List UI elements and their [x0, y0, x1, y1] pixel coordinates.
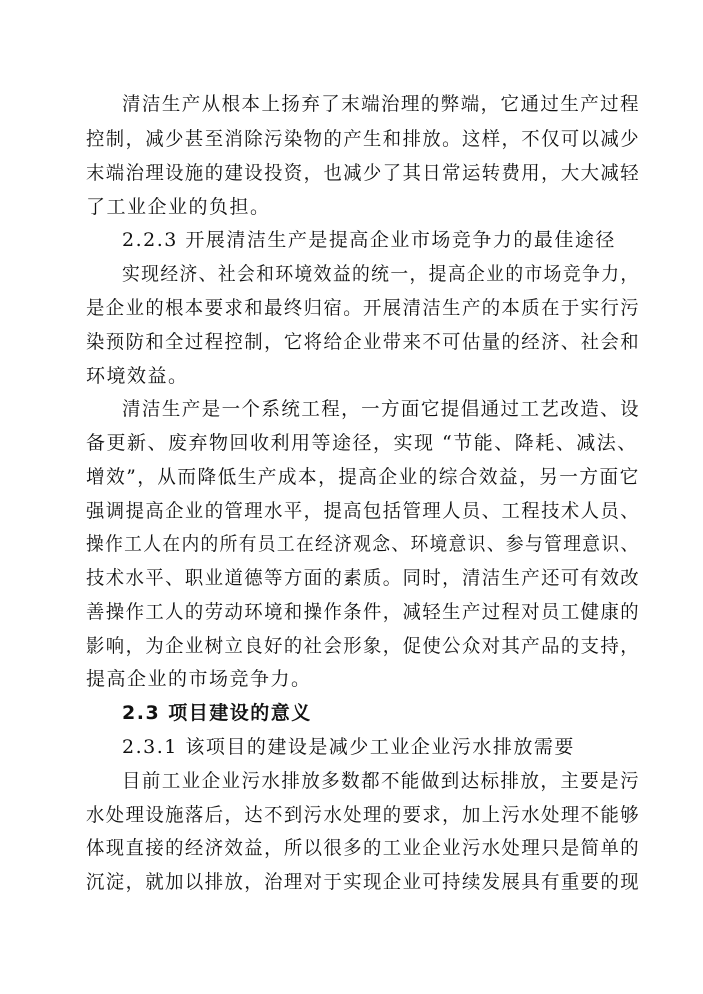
- paragraph-line: 影响，为企业树立良好的社会形象，促使公众对其产品的支持，: [86, 635, 641, 657]
- paragraph-line: 善操作工人的劳动环境和操作条件，减轻生产过程对员工健康的: [86, 601, 641, 623]
- section-heading-bold: 2.3 项目建设的意义: [122, 702, 312, 724]
- paragraph-line: 末端治理设施的建设投资，也减少了其日常运转费用，大大减轻: [86, 162, 641, 184]
- paragraph-line: 强调提高企业的管理水平，提高包括管理人员、工程技术人员、: [86, 500, 641, 522]
- paragraph-line: 备更新、废弃物回收利用等途径，实现 “节能、降耗、减法、: [86, 432, 638, 454]
- section-heading: 2.2.3 开展清洁生产是提高企业市场竞争力的最佳途径: [122, 229, 616, 251]
- paragraph-line: 增效”，从而降低生产成本，提高企业的综合效益，另一方面它: [86, 466, 640, 488]
- paragraph-line: 操作工人在内的所有员工在经济观念、环境意识、参与管理意识、: [86, 533, 640, 555]
- paragraph-line: 水处理设施落后，达不到污水处理的要求，加上污水处理不能够: [86, 804, 641, 826]
- paragraph-line: 提高企业的市场竞争力。: [86, 668, 312, 690]
- paragraph-line: 控制，减少甚至消除污染物的产生和排放。这样，不仅可以减少: [86, 128, 641, 150]
- paragraph-line: 目前工业企业污水排放多数都不能做到达标排放，主要是污: [122, 770, 641, 792]
- paragraph-line: 染预防和全过程控制，它将给企业带来不可估量的经济、社会和: [86, 331, 641, 353]
- paragraph-line: 体现直接的经济效益，所以很多的工业企业污水处理只是简单的: [86, 837, 641, 859]
- paragraph-line: 清洁生产是一个系统工程，一方面它提倡通过工艺改造、设: [122, 398, 641, 420]
- paragraph-line: 了工业企业的负担。: [86, 196, 271, 218]
- paragraph-line: 沉淀，就加以排放，治理对于实现企业可持续发展具有重要的现: [86, 871, 641, 893]
- subsection-heading: 2.3.1 该项目的建设是减少工业企业污水排放需要: [122, 736, 575, 758]
- paragraph-line: 实现经济、社会和环境效益的统一，提高企业的市场竞争力，: [122, 263, 640, 285]
- paragraph-line: 技术水平、职业道德等方面的素质。同时，清洁生产还可有效改: [86, 567, 641, 589]
- paragraph-line: 环境效益。: [86, 365, 189, 387]
- paragraph-line: 是企业的根本要求和最终归宿。开展清洁生产的本质在于实行污: [86, 297, 641, 319]
- paragraph-line: 清洁生产从根本上扬弃了末端治理的弊端，它通过生产过程: [122, 93, 641, 115]
